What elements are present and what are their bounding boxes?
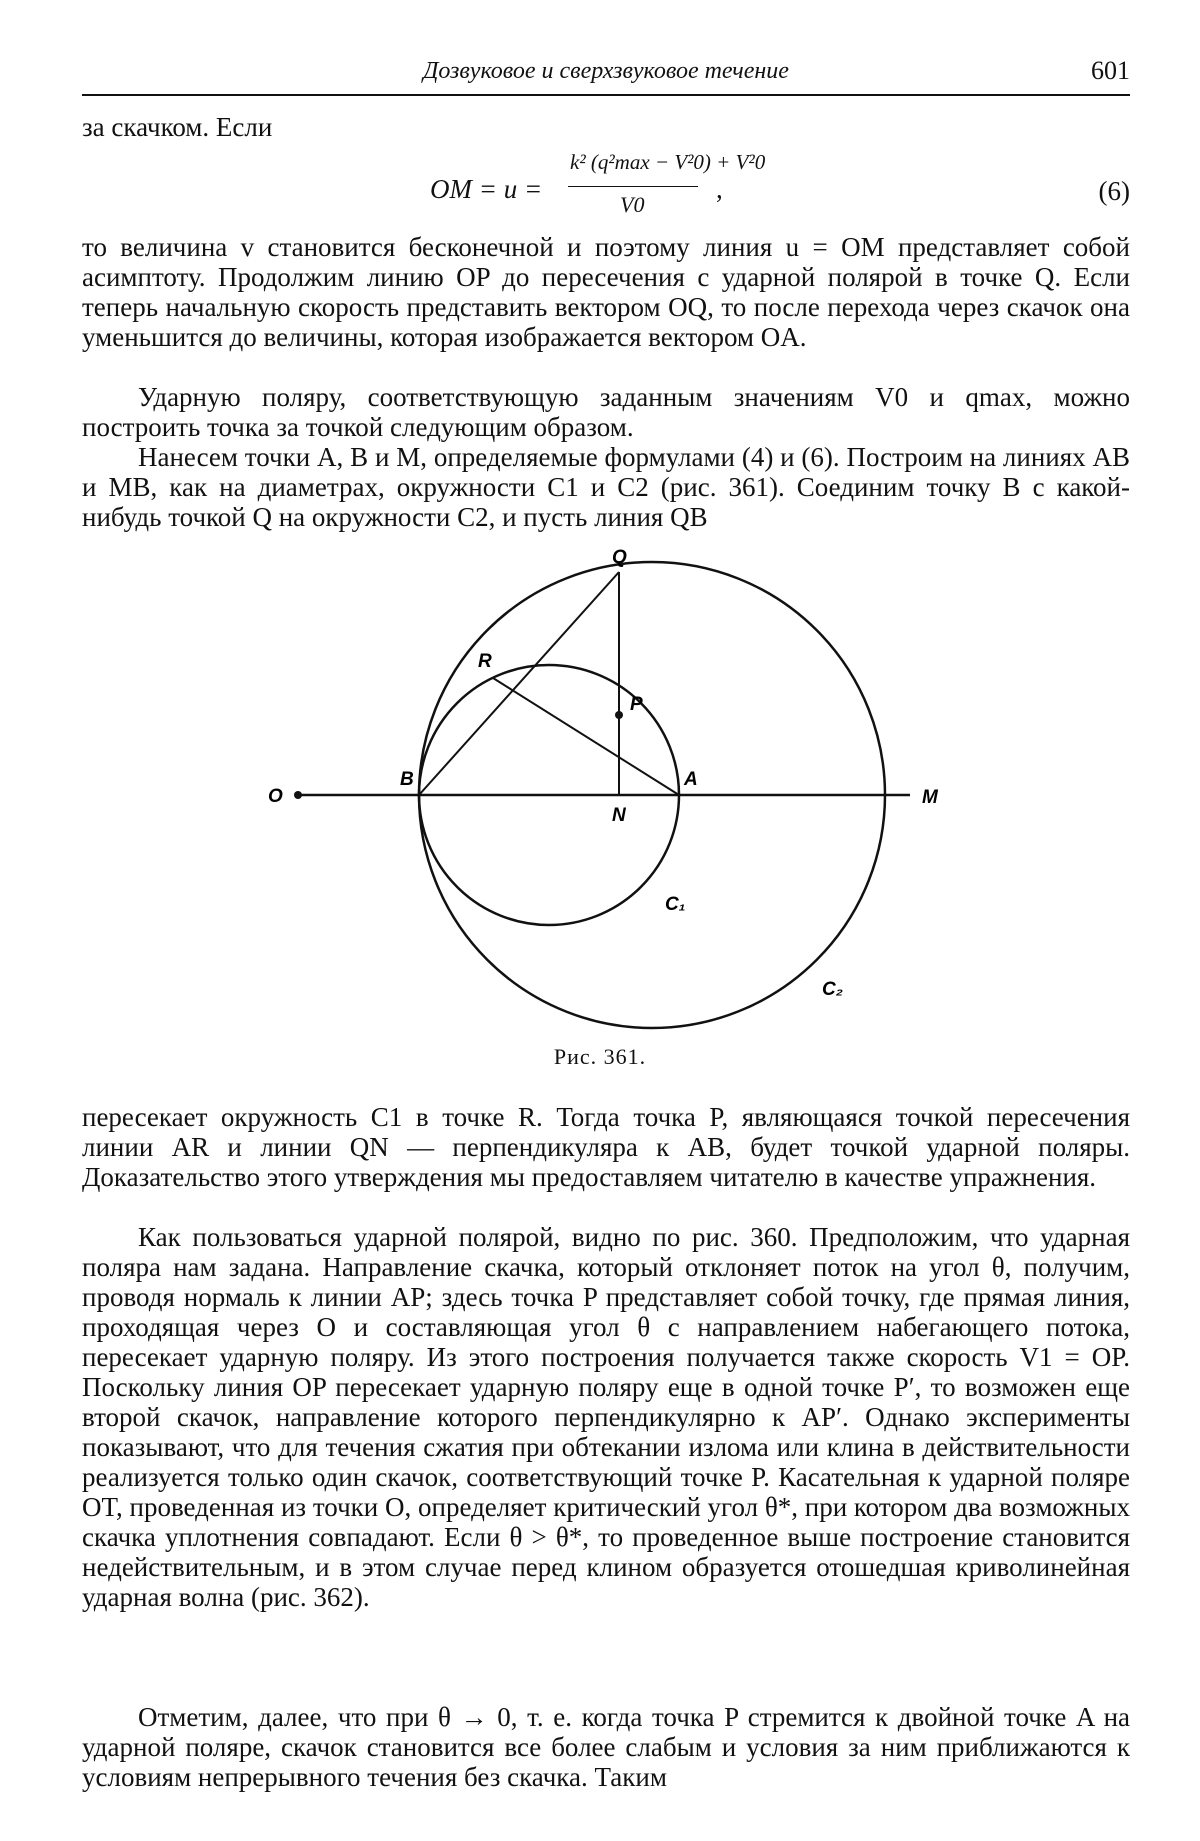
paragraph-asymptote: то величина v становится бесконечной и поэтому линия u = OM представляет собой асимптоту. Продолжим линию OP до пересечения с ударной полярой в точке Q. Если теперь начальную скорость представить вектором OQ, то после перехода через скачок она уменьшится до величины, которая изображается вектором OA. [82, 232, 1130, 352]
label-n: N [612, 805, 626, 826]
paragraph-construction: Ударную поляру, соответствующую заданным значениям V0 и qmax, можно построить точка за точкой следующим образом. [82, 382, 1130, 442]
paragraph-weak-shock: Отметим, далее, что при θ → 0, т. е. когда точка P стремится к двойной точке A на ударной поляре, скачок становится все более слабым и условия за ним приближаются к условиям непрерывного течения без скачка. Таким [82, 1702, 1130, 1792]
figure-caption: Рис. 361. [553, 1044, 647, 1069]
label-b: B [400, 769, 414, 790]
formula-comma: , [716, 174, 723, 204]
label-c1: C₁ [665, 894, 686, 915]
paragraph-points: Нанесем точки A, B и M, определяемые формулами (4) и (6). Построим на линиях AB и MB, как на диаметрах, окружности C1 и C2 (рис. 361). Соединим точку B с какой-нибудь точкой Q на окружности C2, и пусть линия QB [82, 442, 1130, 532]
running-title: Дозвуковое и сверхзвуковое течение [423, 58, 789, 84]
label-r: R [478, 651, 492, 672]
running-header [82, 54, 1130, 96]
shock-polar-diagram [250, 545, 970, 1045]
line-bq [419, 572, 619, 795]
formula-denominator: V0 [620, 192, 645, 217]
label-q: Q [612, 547, 627, 568]
label-o: O [268, 786, 283, 807]
line-ra [493, 678, 679, 795]
equation-number: (6) [1098, 176, 1130, 206]
formula-numerator: k² (q²max − V²0) + V²0 [570, 150, 766, 174]
point-p-dot [615, 711, 623, 719]
fraction-bar [568, 186, 698, 187]
figure-361 [250, 545, 970, 1075]
label-p: P [630, 694, 643, 715]
label-c2: C₂ [822, 979, 843, 1000]
paragraph-intro: за скачком. Если [82, 112, 273, 142]
label-a: A [684, 769, 698, 790]
formula-lhs: OM = u = [430, 174, 543, 204]
page-number: 601 [1091, 56, 1130, 85]
formula-6 [430, 150, 1130, 230]
paragraph-proof: пересекает окружность C1 в точке R. Тогда точка P, являющаяся точкой пересечения линии AR и линии QN — перпендикуляра к AB, будет точкой ударной поляры. Доказательство этого утверждения мы предоставляем читателю в качестве упражнения. [82, 1102, 1130, 1192]
paragraph-usage: Как пользоваться ударной полярой, видно по рис. 360. Предположим, что ударная поляра нам задана. Направление скачка, который отклоняет поток на угол θ, получим, проводя нормаль к линии AP; здесь точка P представляет собой точку, где прямая линия, проходящая через O и составляющая угол θ с направлением набегающего потока, пересекает ударную поляру. Из этого построения получается также скорость V1 = OP. Поскольку линия OP пересекает ударную поляру еще в одной точке P′, то возможен еще второй скачок, направление которого перпендикулярно к AP′. Однако эксперименты показывают, что для течения сжатия при обтекании излома или клина в действительности реализуется только один скачок, соответствующий точке P. Касательная к ударной поляре OT, проведенная из точки O, определяет критический угол θ*, при котором два возможных скачка уплотнения совпадают. Если θ > θ*, то проведенное выше построение становится недействительным, и в этом случае перед клином образуется отошедшая криволинейная ударная волна (рис. 362). [82, 1222, 1130, 1612]
point-o-dot [294, 791, 302, 799]
label-m: M [922, 787, 938, 808]
